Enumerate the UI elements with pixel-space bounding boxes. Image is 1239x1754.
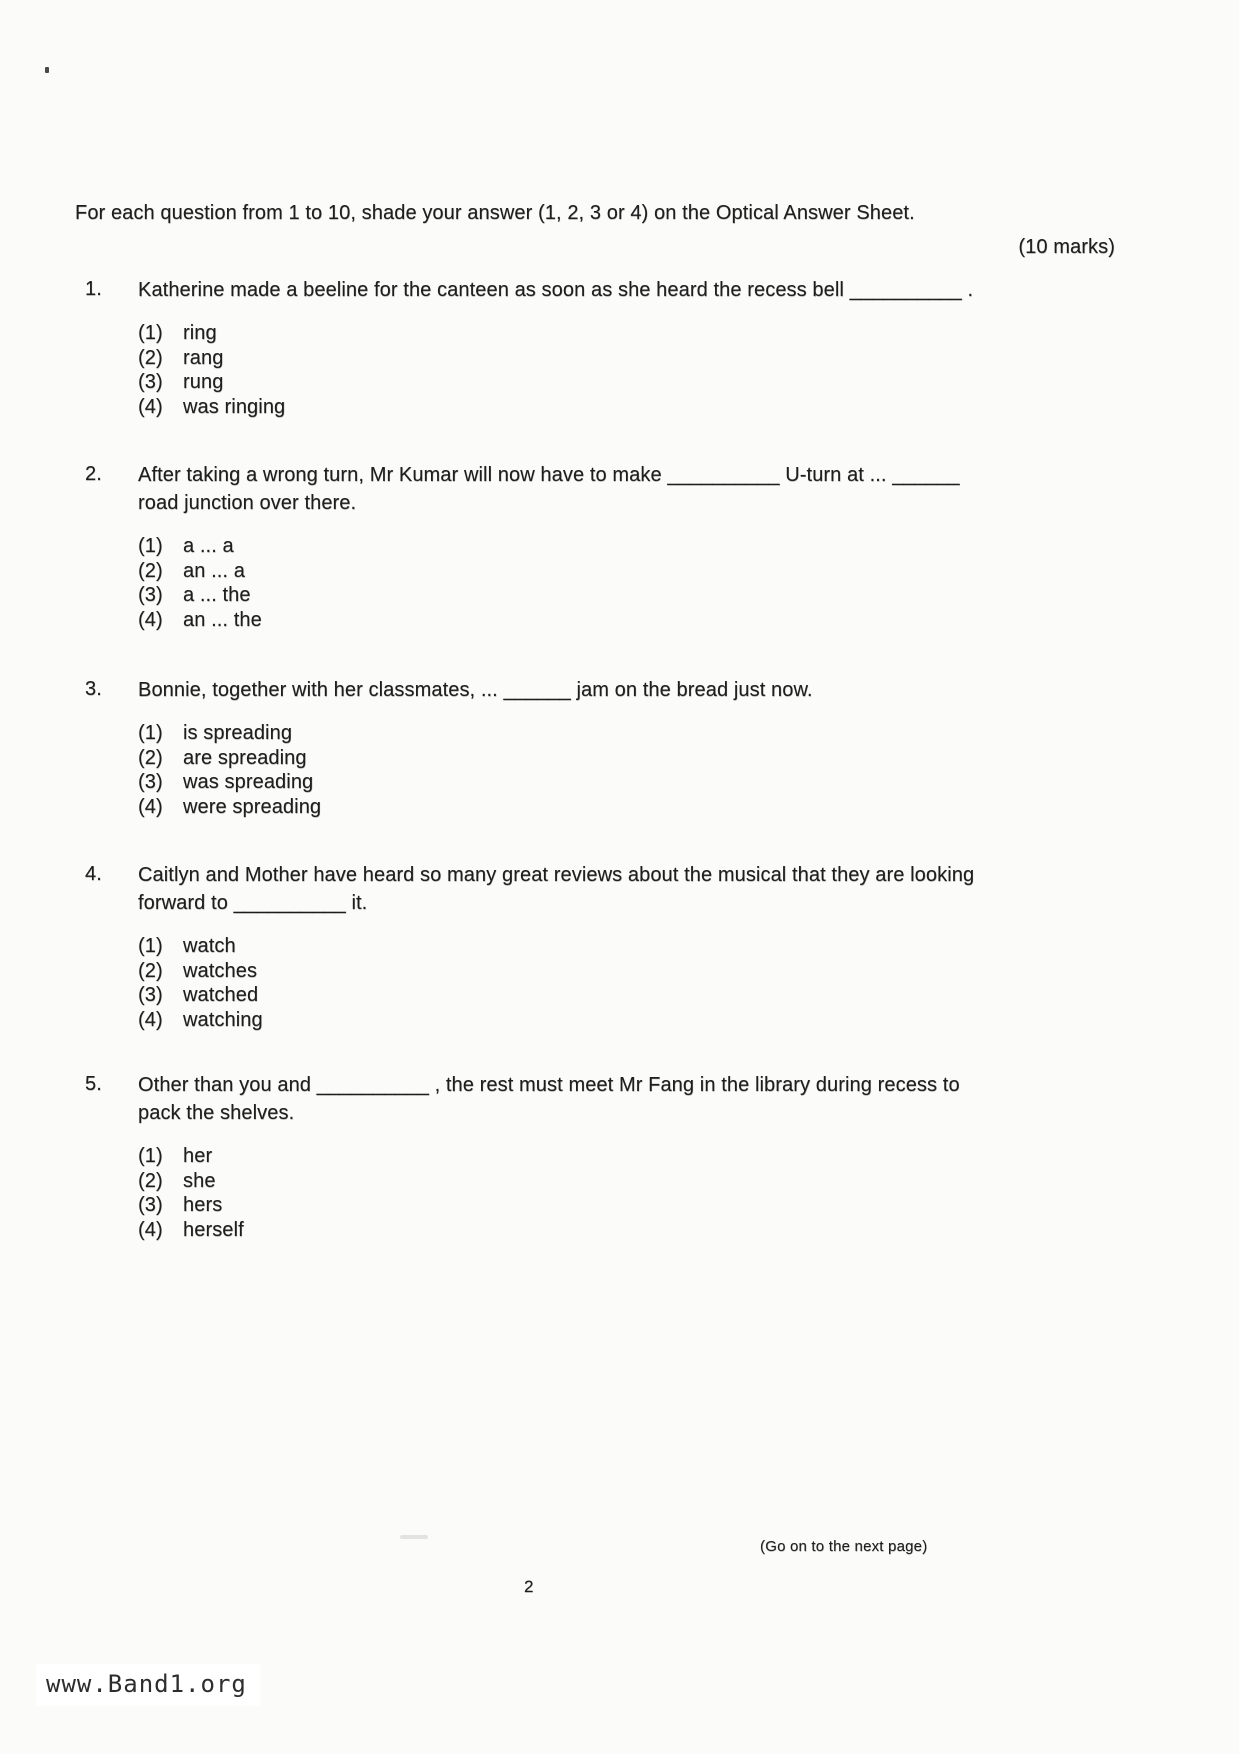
question-stem: Bonnie, together with her classmates, ... ______ jam on the bread just now. [138,679,813,701]
option-row [138,395,1000,420]
question-stem: Other than you and __________ , the rest must meet Mr Fang in the library during recess to pack the shelves. [138,1074,960,1124]
option-label: (1) [138,935,163,957]
option-text: watching [183,1008,263,1031]
option-row [138,770,1000,795]
option-text: watch [183,935,236,957]
option-row [138,746,1000,771]
instruction-text: For each question from 1 to 10, shade your answer (1, 2, 3 or 4) on the Optical Answer Sheet. [75,202,915,224]
option-label: (1) [138,722,163,744]
option-row [138,534,1000,559]
option-row [138,1193,1000,1218]
watermark: www.Band1.org [36,1664,261,1706]
question-3 [85,676,1050,819]
question-2 [85,461,1050,632]
option-label: (3) [138,1194,163,1216]
option-label: (3) [138,984,163,1006]
option-label: (4) [138,608,163,631]
option-row [138,1008,1000,1033]
option-label: (4) [138,795,163,818]
option-row [138,370,1000,395]
option-label: (3) [138,371,163,393]
option-text: an ... a [183,559,245,582]
option-row [138,721,1000,746]
question-1 [85,276,1050,419]
options-list [138,321,1000,419]
exam-instruction-block [75,200,1115,261]
option-label: (4) [138,395,163,418]
question-number: 2. [85,463,102,485]
option-text: herself [183,1218,244,1241]
question-number: 3. [85,678,102,700]
option-row [138,583,1000,608]
option-label: (2) [138,746,163,769]
option-label: (4) [138,1008,163,1031]
option-row [138,346,1000,371]
option-row [138,1144,1000,1169]
option-row [138,959,1000,984]
option-label: (1) [138,322,163,344]
question-5 [85,1071,1050,1242]
question-stem: After taking a wrong turn, Mr Kumar will now have to make __________ U-turn at ... ______ road junction over there. [138,464,960,514]
option-row [138,983,1000,1008]
option-row [138,608,1000,633]
question-stem: Katherine made a beeline for the canteen as soon as she heard the recess bell __________ . [138,279,974,301]
options-list [138,534,1000,632]
question-number: 1. [85,278,102,300]
continue-note: (Go on to the next page) [760,1538,928,1555]
option-row [138,795,1000,820]
option-text: was ringing [183,395,286,418]
option-row [138,1218,1000,1243]
question-number: 4. [85,863,102,885]
option-text: ring [183,322,217,344]
option-text: watches [183,959,258,982]
option-label: (2) [138,559,163,582]
option-text: a ... the [183,584,251,606]
option-label: (3) [138,584,163,606]
marks-label: (10 marks) [1018,236,1115,258]
option-text: were spreading [183,795,322,818]
option-row [138,321,1000,346]
option-text: an ... the [183,608,262,631]
options-list [138,1144,1000,1242]
option-label: (3) [138,771,163,793]
option-row [138,934,1000,959]
scan-artifact-smudge [400,1535,428,1539]
option-text: was spreading [183,771,314,793]
question-4 [85,861,1050,1032]
option-text: a ... a [183,535,234,557]
option-label: (2) [138,346,163,369]
option-text: she [183,1169,216,1192]
page-number: 2 [524,1577,534,1596]
option-label: (1) [138,1145,163,1167]
option-text: hers [183,1194,223,1216]
option-row [138,1169,1000,1194]
option-text: is spreading [183,722,293,744]
options-list [138,934,1000,1032]
option-label: (1) [138,535,163,557]
option-text: are spreading [183,746,307,769]
option-text: watched [183,984,259,1006]
option-text: rang [183,346,224,369]
option-label: (2) [138,959,163,982]
question-stem: Caitlyn and Mother have heard so many great reviews about the musical that they are looking forward to __________ it. [138,864,975,914]
question-number: 5. [85,1073,102,1095]
option-row [138,559,1000,584]
options-list [138,721,1000,819]
option-text: her [183,1145,213,1167]
option-text: rung [183,371,224,393]
option-label: (4) [138,1218,163,1241]
scan-artifact-dot [45,67,49,73]
option-label: (2) [138,1169,163,1192]
